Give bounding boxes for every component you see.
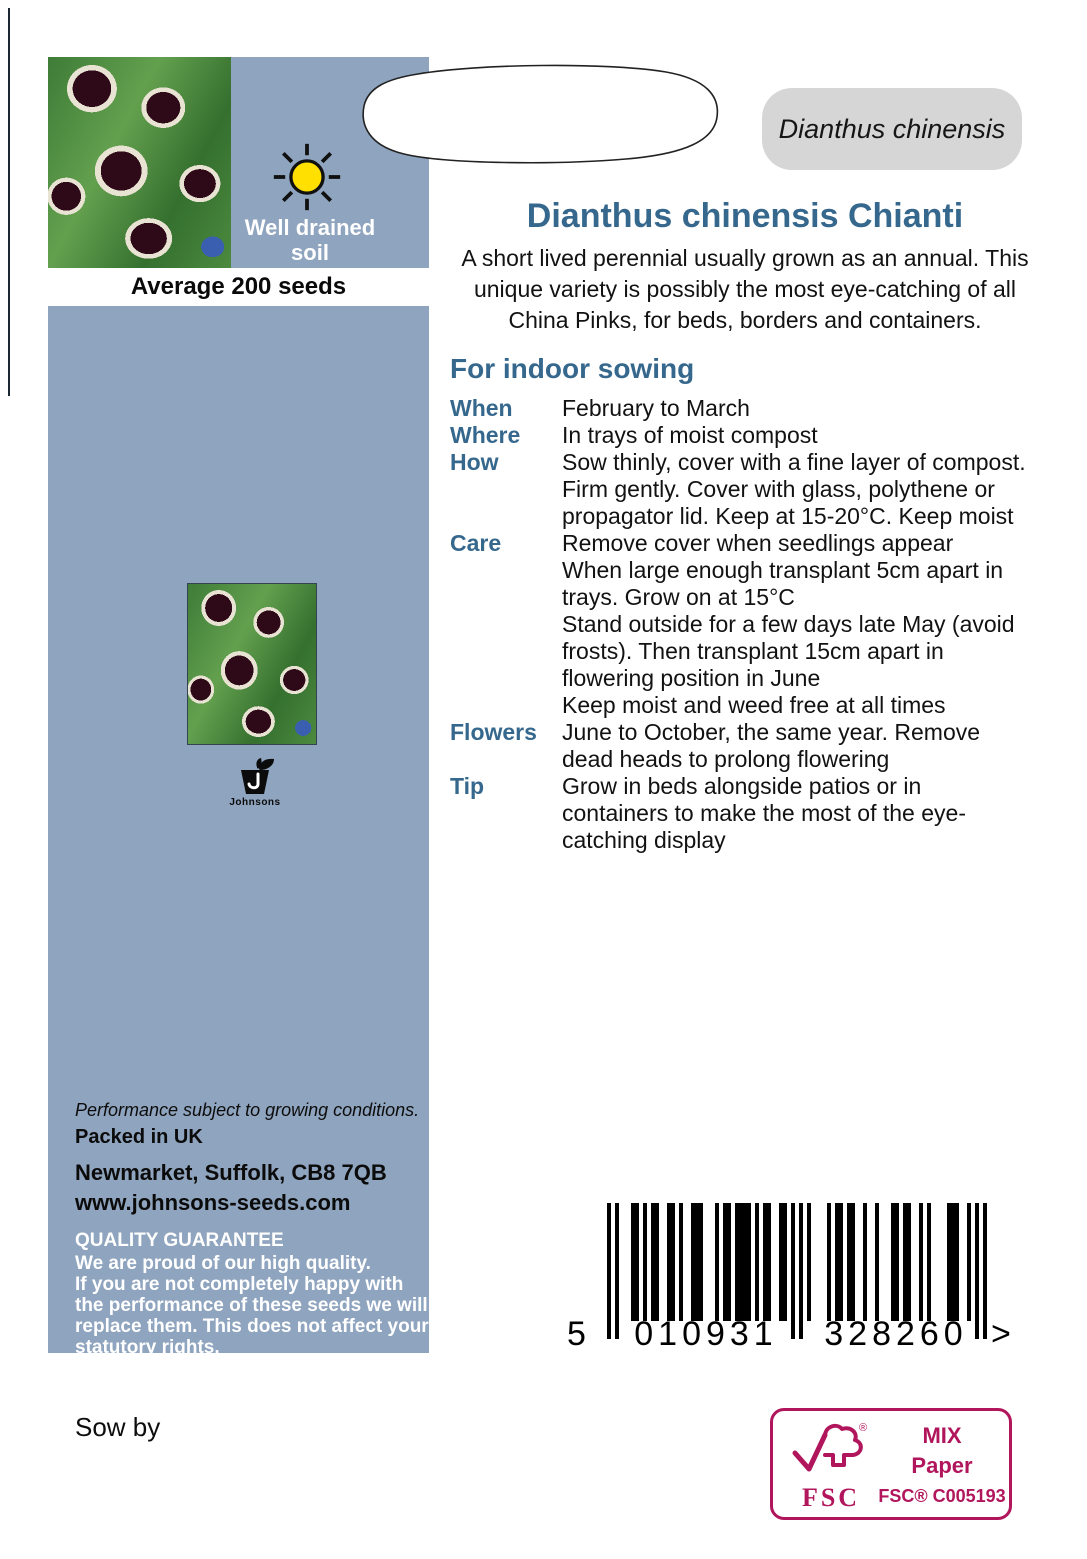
johnsons-pot-icon xyxy=(233,757,277,797)
table-row xyxy=(450,449,1040,530)
barcode-bar xyxy=(983,1203,987,1339)
soil-requirement-label: Well drained soil xyxy=(244,215,376,265)
table-row xyxy=(450,773,1040,854)
table-row xyxy=(450,422,1040,449)
table-row xyxy=(450,395,1040,422)
care-line: Keep moist and weed free at all times xyxy=(562,692,946,718)
row-label-how: How xyxy=(450,449,499,475)
barcode-digits-right: 328260 xyxy=(824,1315,968,1353)
guarantee-line: statutory rights. xyxy=(75,1337,220,1358)
fsc-tree-icon xyxy=(787,1419,873,1485)
row-label-flowers: Flowers xyxy=(450,719,537,745)
fsc-mix-label: MIX xyxy=(922,1423,962,1448)
ean-barcode xyxy=(565,1203,1025,1365)
row-value: Grow in beds alongside patios or in containers to make the most of the eye-catching display xyxy=(562,773,966,853)
sowing-section-heading: For indoor sowing xyxy=(450,353,695,384)
row-value: February to March xyxy=(562,395,750,421)
sun-icon xyxy=(271,141,343,213)
row-label-when: When xyxy=(450,395,513,421)
row-value: June to October, the same year. Remove dead heads to prolong flowering xyxy=(562,719,981,772)
fsc-certification-box xyxy=(770,1408,1012,1520)
packet-edge-mark xyxy=(8,8,10,396)
barcode-suffix-arrow: > xyxy=(991,1315,1011,1353)
fsc-paper-label: Paper xyxy=(911,1453,973,1478)
flower-photo-large xyxy=(48,57,231,268)
row-label-care: Care xyxy=(450,530,502,556)
left-info-panel xyxy=(48,306,429,1358)
guarantee-line: We are proud of our high quality. xyxy=(75,1253,371,1274)
fsc-license-code: FSC® C005193 xyxy=(878,1486,1006,1506)
row-label-tip: Tip xyxy=(450,773,485,799)
svg-text:®: ® xyxy=(859,1422,868,1434)
row-value: Sow thinly, cover with a fine layer of compost. Firm gently. Cover with glass, polythene or propagator lid. Keep at 15-20°C. Keep moist xyxy=(562,449,1026,529)
row-label-where: Where xyxy=(450,422,521,448)
table-row xyxy=(450,530,1040,719)
quality-guarantee-text xyxy=(75,1253,429,1358)
average-seeds-label: Average 200 seeds xyxy=(48,268,429,306)
care-line: Stand outside for a few days late May (avoid frosts). Then transplant 15cm apart in flowering position in June xyxy=(562,611,1015,691)
website-url: www.johnsons-seeds.com xyxy=(75,1190,351,1215)
variety-description: A short lived perennial usually grown as an annual. This unique variety is possibly the most eye-catching of all China Pinks, for beds, borders and containers. xyxy=(461,245,1029,333)
fsc-wordmark: FSC xyxy=(801,1483,861,1512)
flower-photo-small xyxy=(187,583,317,745)
company-address: Newmarket, Suffolk, CB8 7QB xyxy=(75,1160,387,1185)
guarantee-line: replace them. This does not affect your xyxy=(75,1316,429,1337)
packed-in-label: Packed in UK xyxy=(75,1126,203,1148)
performance-note: Performance subject to growing conditions. xyxy=(75,1100,420,1120)
sow-by-label: Sow by xyxy=(75,1412,161,1442)
row-value: In trays of moist compost xyxy=(562,422,818,448)
table-row xyxy=(450,719,1040,773)
brand-name: Johnsons xyxy=(229,797,281,808)
barcode-digit-prefix: 5 xyxy=(567,1315,586,1353)
guarantee-line: the performance of these seeds we will xyxy=(75,1295,428,1316)
write-in-oval xyxy=(356,62,726,166)
species-badge: Dianthus chinensis xyxy=(762,88,1022,170)
barcode-digits-left: 010931 xyxy=(634,1315,778,1353)
fsc-details xyxy=(877,1421,1007,1511)
sowing-table xyxy=(450,395,1040,854)
guarantee-line: If you are not completely happy with xyxy=(75,1274,404,1295)
quality-guarantee-title: QUALITY GUARANTEE xyxy=(75,1230,284,1251)
care-line: Remove cover when seedlings appear xyxy=(562,530,954,556)
row-value xyxy=(562,530,1032,719)
page-title: Dianthus chinensis Chianti xyxy=(526,197,964,235)
care-line: When large enough transplant 5cm apart in trays. Grow on at 15°C xyxy=(562,557,1004,610)
